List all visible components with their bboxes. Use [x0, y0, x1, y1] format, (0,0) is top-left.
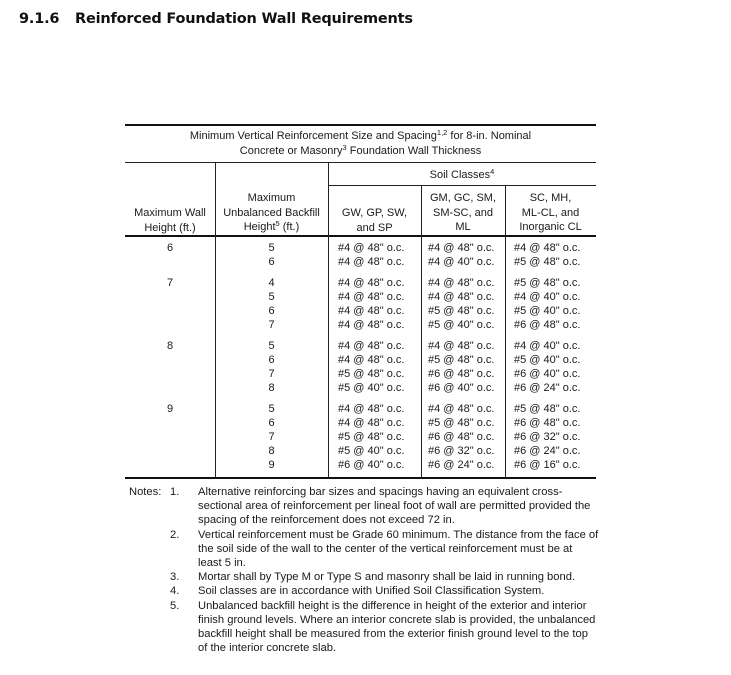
- spacing-cell-sc-mh-cl: #6 @ 40" o.c.: [514, 367, 581, 380]
- header-text: GM, GC, SM,: [430, 192, 496, 204]
- spacing-cell-sc-mh-cl: #4 @ 40" o.c.: [514, 290, 581, 303]
- note-text: Vertical reinforcement must be Grade 60 minimum. The distance from the face of the soil side of the wall to the center of the vertical reinforcement must be at least 5 in.: [198, 528, 599, 570]
- backfill-height-cell: 5: [268, 290, 275, 303]
- caption-line-2: [125, 144, 596, 159]
- spacing-cell-sc-mh-cl: #6 @ 16" o.c.: [514, 458, 581, 471]
- spacing-cell-sc-mh-cl: #4 @ 40" o.c.: [514, 339, 581, 352]
- header-text: Maximum: [247, 192, 296, 204]
- footnote-ref: 1,2: [436, 128, 448, 137]
- spacing-cell-gw-gp-sw-sp: #4 @ 48" o.c.: [338, 256, 405, 269]
- header-bottom-rule: [125, 235, 596, 237]
- spacing-cell-gw-gp-sw-sp: #5 @ 48" o.c.: [338, 430, 405, 443]
- spacing-cell-gm-gc-sm-ml: #6 @ 40" o.c.: [428, 381, 495, 394]
- caption-text: Minimum Vertical Reinforcement Size and Spacing: [189, 130, 437, 142]
- spacing-cell-gw-gp-sw-sp: #4 @ 48" o.c.: [338, 242, 405, 254]
- header-max-backfill-height: [215, 191, 328, 235]
- spacing-cell-gm-gc-sm-ml: #4 @ 48" o.c.: [428, 276, 495, 289]
- header-text: Height (ft.): [144, 221, 196, 234]
- spacing-cell-gm-gc-sm-ml: #6 @ 24" o.c.: [428, 458, 495, 471]
- spacing-cell-sc-mh-cl: #6 @ 24" o.c.: [514, 444, 581, 457]
- backfill-height-cell: 9: [268, 458, 275, 471]
- note-text: Unbalanced backfill height is the difference in height of the exterior and interior finish ground levels. Where an interior concrete slab is provided, the unbalanced backfill height shall be measured from the exterior finish ground level to the top of the interior concrete slab.: [198, 599, 596, 655]
- backfill-height-cell: 8: [268, 381, 275, 394]
- note-number: 2.: [170, 528, 180, 541]
- backfill-height-cell: 4: [268, 276, 275, 289]
- soil-classes-header: [328, 168, 596, 183]
- spacing-cell-gm-gc-sm-ml: #4 @ 48" o.c.: [428, 290, 495, 303]
- spacing-cell-sc-mh-cl: #5 @ 48" o.c.: [514, 402, 581, 415]
- section-title: Reinforced Foundation Wall Requirements: [75, 11, 413, 27]
- header-text: Inorganic CL: [519, 221, 582, 233]
- spacing-cell-gw-gp-sw-sp: #4 @ 48" o.c.: [338, 402, 405, 415]
- note-item: [129, 570, 599, 584]
- note-text: Soil classes are in accordance with Unified Soil Classification System.: [198, 585, 545, 598]
- spacing-cell-sc-mh-cl: #6 @ 48" o.c.: [514, 416, 581, 429]
- header-text: GW, GP, SW,: [341, 207, 408, 219]
- spacing-cell-sc-mh-cl: #6 @ 32" o.c.: [514, 430, 581, 443]
- spacing-cell-gw-gp-sw-sp: #6 @ 40" o.c.: [338, 458, 405, 471]
- spacing-cell-gm-gc-sm-ml: #5 @ 48" o.c.: [428, 416, 495, 429]
- footnote-ref: 3: [342, 143, 347, 152]
- spacing-cell-gm-gc-sm-ml: #5 @ 40" o.c.: [428, 319, 495, 331]
- backfill-height-cell: 5: [268, 402, 275, 415]
- section-number: 9.1.6: [19, 11, 60, 27]
- header-text: [215, 220, 328, 235]
- spacing-cell-sc-mh-cl: #5 @ 40" o.c.: [514, 353, 581, 366]
- note-number: 4.: [170, 585, 180, 598]
- spacing-cell-gm-gc-sm-ml: #6 @ 32" o.c.: [428, 444, 495, 457]
- soil-classes-rule: [328, 185, 596, 186]
- backfill-height-cell: 6: [268, 416, 275, 429]
- caption-bottom-rule: [125, 162, 596, 163]
- header-text: Maximum Wall: [134, 207, 206, 219]
- spacing-cell-gw-gp-sw-sp: #4 @ 48" o.c.: [338, 416, 405, 429]
- spacing-cell-gm-gc-sm-ml: #6 @ 48" o.c.: [428, 367, 495, 380]
- spacing-cell-gw-gp-sw-sp: #4 @ 48" o.c.: [338, 304, 405, 317]
- table-notes: [129, 485, 599, 655]
- backfill-height-cell: 6: [268, 304, 275, 317]
- header-text: Unbalanced Backfill: [223, 206, 320, 219]
- spacing-cell-gw-gp-sw-sp: #4 @ 48" o.c.: [338, 276, 405, 289]
- header-text: (ft.): [279, 221, 300, 233]
- spacing-cell-gw-gp-sw-sp: #5 @ 40" o.c.: [338, 444, 405, 457]
- wall-height-cell: 9: [166, 402, 174, 415]
- wall-height-cell: 8: [166, 339, 174, 352]
- table-top-rule: [125, 124, 596, 126]
- backfill-height-cell: 5: [268, 242, 275, 254]
- note-item: [129, 528, 599, 571]
- backfill-height-cell: 5: [268, 339, 275, 352]
- note-number: 1.: [170, 486, 180, 498]
- header-soil-gw-gp-sw-sp: [328, 206, 421, 235]
- notes-list: [129, 485, 599, 655]
- spacing-cell-gm-gc-sm-ml: #5 @ 48" o.c.: [428, 353, 495, 366]
- spacing-cell-gw-gp-sw-sp: #4 @ 48" o.c.: [338, 339, 405, 352]
- spacing-cell-gw-gp-sw-sp: #4 @ 48" o.c.: [338, 353, 405, 366]
- footnote-ref: 5: [275, 219, 280, 228]
- spacing-cell-gm-gc-sm-ml: #4 @ 48" o.c.: [428, 402, 495, 415]
- note-text: Alternative reinforcing bar sizes and spacings having an equivalent cross-sectional area of reinforcement per lineal foot of wall are permitted provided the spacing of the reinforcement does not exceed 72 in.: [198, 486, 591, 527]
- spacing-cell-sc-mh-cl: #5 @ 48" o.c.: [514, 276, 581, 289]
- wall-height-cell: 6: [166, 242, 174, 254]
- spacing-cell-gw-gp-sw-sp: #4 @ 48" o.c.: [338, 319, 405, 331]
- table-caption: [125, 129, 596, 159]
- backfill-height-cell: 7: [268, 319, 275, 331]
- header-text: SM-SC, and: [433, 206, 493, 219]
- backfill-height-cell: 6: [268, 353, 275, 366]
- note-item: [129, 584, 599, 598]
- backfill-height-cell: 7: [268, 367, 275, 380]
- note-text: Mortar shall by Type M or Type S and masonry shall be laid in running bond.: [198, 571, 576, 584]
- spacing-cell-sc-mh-cl: #5 @ 48" o.c.: [514, 256, 581, 269]
- caption-text: for 8-in. Nominal: [447, 130, 532, 142]
- caption-text: Foundation Wall Thickness: [346, 145, 482, 157]
- header-text: SC, MH,: [529, 192, 572, 204]
- spacing-cell-gm-gc-sm-ml: #4 @ 48" o.c.: [428, 339, 495, 352]
- table-bottom-rule: [125, 477, 596, 479]
- spacing-cell-gm-gc-sm-ml: #4 @ 48" o.c.: [428, 242, 495, 254]
- spacing-cell-gw-gp-sw-sp: #5 @ 48" o.c.: [338, 367, 405, 380]
- header-text: ML-CL, and: [521, 206, 580, 219]
- spacing-cell-gw-gp-sw-sp: #5 @ 40" o.c.: [338, 381, 405, 394]
- header-soil-sc-mh-cl: [505, 191, 596, 235]
- section-heading: [19, 11, 413, 27]
- spacing-cell-sc-mh-cl: #4 @ 48" o.c.: [514, 242, 581, 254]
- header-text: and SP: [356, 221, 393, 234]
- wall-height-cell: 7: [166, 276, 174, 289]
- footnote-ref: 4: [490, 167, 495, 176]
- note-item: [129, 599, 599, 656]
- spacing-cell-sc-mh-cl: #5 @ 40" o.c.: [514, 304, 581, 317]
- header-text: Height: [243, 221, 276, 233]
- spacing-cell-gm-gc-sm-ml: #5 @ 48" o.c.: [428, 304, 495, 317]
- header-text: Soil Classes: [429, 169, 491, 181]
- header-max-wall-height: [125, 206, 215, 235]
- spacing-cell-gm-gc-sm-ml: #6 @ 48" o.c.: [428, 430, 495, 443]
- note-number: 5.: [170, 599, 180, 612]
- caption-line-1: [125, 129, 596, 144]
- backfill-height-cell: 8: [268, 444, 275, 457]
- spacing-cell-sc-mh-cl: #6 @ 24" o.c.: [514, 381, 581, 394]
- note-number: 3.: [170, 571, 180, 584]
- notes-label: Notes:: [129, 486, 162, 498]
- spacing-cell-gw-gp-sw-sp: #4 @ 48" o.c.: [338, 290, 405, 303]
- spacing-cell-gm-gc-sm-ml: #4 @ 40" o.c.: [428, 256, 495, 269]
- caption-text: Concrete or Masonry: [239, 145, 343, 157]
- header-text: ML: [455, 221, 471, 233]
- backfill-height-cell: 6: [268, 256, 275, 269]
- spacing-cell-sc-mh-cl: #6 @ 48" o.c.: [514, 319, 581, 331]
- note-item: [129, 485, 599, 528]
- header-soil-gm-gc-sm-ml: [421, 191, 505, 235]
- backfill-height-cell: 7: [268, 430, 275, 443]
